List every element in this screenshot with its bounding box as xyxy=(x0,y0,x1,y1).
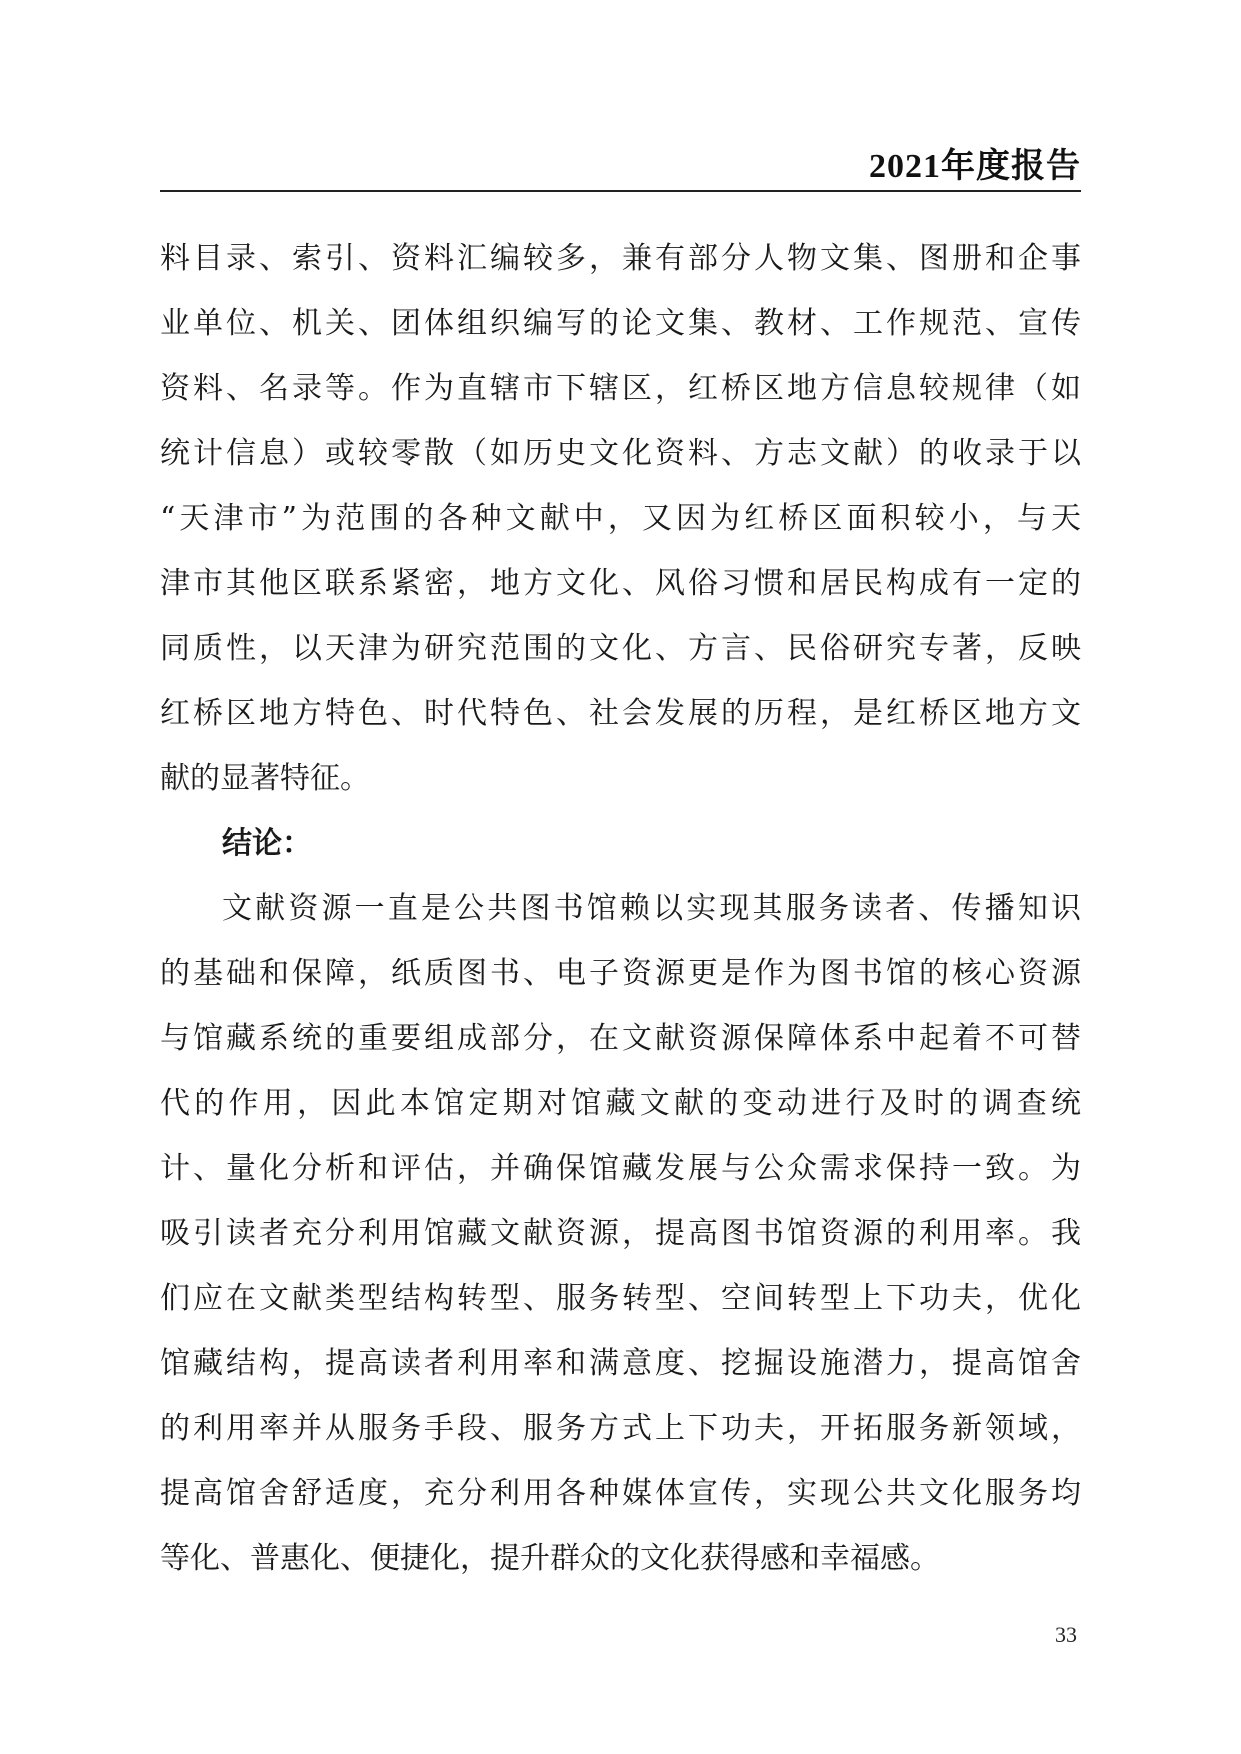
text-line: 馆藏结构，提高读者利用率和满意度、挖掘设施潜力，提高馆舍 xyxy=(160,1346,1081,1381)
page-number: 33 xyxy=(1055,1622,1077,1647)
header-divider xyxy=(160,190,1081,192)
text-line: 等化、普惠化、便捷化，提升群众的文化获得感和幸福感。 xyxy=(160,1541,940,1576)
text-line: 献的显著特征。 xyxy=(160,761,370,796)
text-line: 资料、名录等。作为直辖市下辖区，红桥区地方信息较规律（如 xyxy=(160,371,1081,406)
text-line: 计、量化分析和评估，并确保馆藏发展与公众需求保持一致。为 xyxy=(160,1151,1081,1186)
text-line: 同质性，以天津为研究范围的文化、方言、民俗研究专著，反映 xyxy=(160,631,1081,666)
paragraph-local-documents xyxy=(160,226,1081,811)
text-line: 红桥区地方特色、时代特色、社会发展的历程，是红桥区地方文 xyxy=(160,696,1081,731)
text-line: 代的作用，因此本馆定期对馆藏文献的变动进行及时的调查统 xyxy=(160,1086,1081,1121)
text-line: “天津市”为范围的各种文献中，又因为红桥区面积较小，与天 xyxy=(160,501,1081,536)
text-line: 统计信息）或较零散（如历史文化资料、方志文献）的收录于以 xyxy=(160,436,1081,471)
report-header-title: 2021年度报告 xyxy=(869,148,1081,185)
text-line: 文献资源一直是公共图书馆赖以实现其服务读者、传播知识 xyxy=(222,891,1081,926)
text-line: 津市其他区联系紧密，地方文化、风俗习惯和居民构成有一定的 xyxy=(160,566,1081,601)
text-line: 的基础和保障，纸质图书、电子资源更是作为图书馆的核心资源 xyxy=(160,956,1081,991)
page-body xyxy=(160,226,1081,1591)
paragraph-conclusion xyxy=(160,876,1081,1591)
text-line: 吸引读者充分利用馆藏文献资源，提高图书馆资源的利用率。我 xyxy=(160,1216,1081,1251)
text-line: 业单位、机关、团体组织编写的论文集、教材、工作规范、宣传 xyxy=(160,306,1081,341)
conclusion-heading: 结论： xyxy=(222,826,312,861)
text-line: 们应在文献类型结构转型、服务转型、空间转型上下功夫，优化 xyxy=(160,1281,1081,1316)
text-line: 的利用率并从服务手段、服务方式上下功夫，开拓服务新领域， xyxy=(160,1411,1081,1446)
text-line: 料目录、索引、资料汇编较多，兼有部分人物文集、图册和企事 xyxy=(160,241,1081,276)
text-line: 与馆藏系统的重要组成部分，在文献资源保障体系中起着不可替 xyxy=(160,1021,1081,1056)
text-line: 提高馆舍舒适度，充分利用各种媒体宣传，实现公共文化服务均 xyxy=(160,1476,1081,1511)
